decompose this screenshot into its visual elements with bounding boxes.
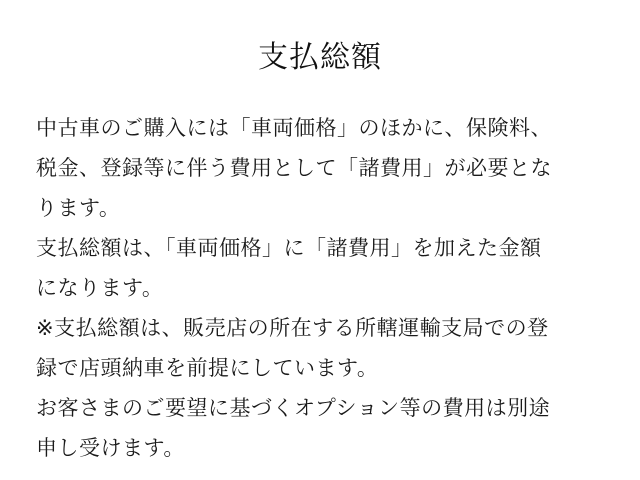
body-line: 録で店頭納車を前提にしています。 <box>36 356 379 380</box>
body-line: ります。 <box>36 196 121 220</box>
body-line: 支払総額は、「車両価格」に「諸費用」を加えた金額 <box>36 236 542 260</box>
body-line: 申し受けます。 <box>36 436 185 460</box>
body-line: 中古車のご購入には「車両価格」のほかに、保険料、 <box>36 116 552 140</box>
body-line: になります。 <box>36 276 164 300</box>
body-line: 税金、登録等に伴う費用として「諸費用」が必要とな <box>36 156 552 180</box>
body-line: お客さまのご要望に基づくオプション等の費用は別途 <box>36 396 551 420</box>
page-title: 支払総額 <box>258 40 382 75</box>
body-line: ※支払総額は、販売店の所在する所轄運輸支局での登 <box>36 316 549 340</box>
document-body <box>0 76 640 468</box>
